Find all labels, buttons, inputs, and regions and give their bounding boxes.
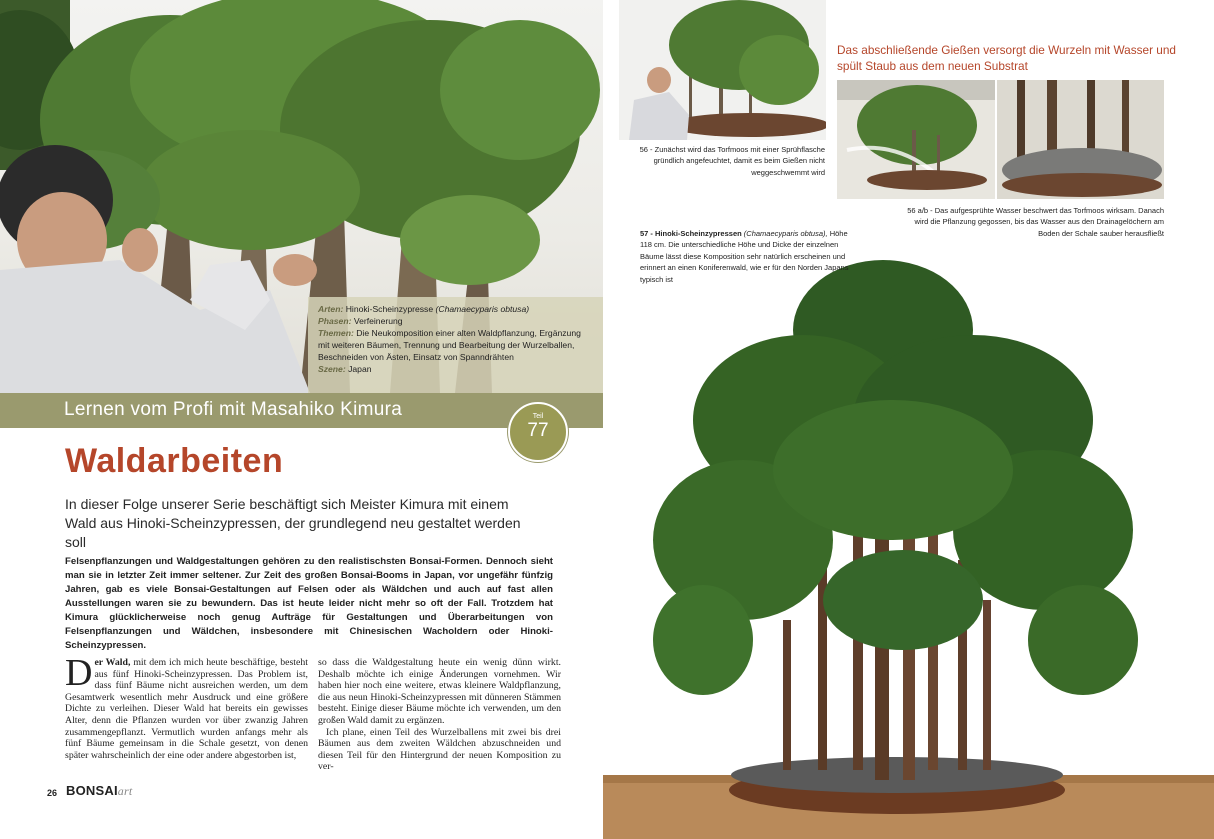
article-headline: Waldarbeiten — [65, 442, 284, 480]
teil-label: Teil — [532, 413, 544, 420]
series-title: Lernen vom Profi mit Masahiko Kimura — [64, 399, 403, 420]
arten-text: Hinoki-Scheinzypresse — [345, 304, 434, 314]
body-column-2 — [318, 657, 561, 773]
article-subhead — [65, 495, 545, 552]
arten-latin: (Chamaecyparis obtusa) — [435, 304, 530, 314]
caption-56: 56 - Zunächst wird das Torfmoos mit einer Sprühflasche gründlich angefeuchtet, damit es beim Gießen nicht weggeschwemmt wird — [639, 145, 825, 177]
themen-text: Die Neukomposition einer alten Waldpflanzung, Ergänzung mit weiteren Bäumen, Trennung und Bearbeitung der Wurzelballen, Beschneiden von Ästen, Einsatz von Spanndrähten — [318, 328, 581, 362]
caption-watering-heading: Das abschließende Gießen versorgt die Wurzeln mit Wasser und spült Staub aus dem neuen Substrat — [837, 43, 1176, 73]
caption-57-lead: 57 - Hinoki-Scheinzypressen — [640, 229, 742, 238]
phasen-text: Verfeinerung — [353, 316, 403, 326]
photo-kimura-working — [0, 0, 603, 393]
szene-text: Japan — [348, 364, 372, 374]
body-column-1 — [65, 652, 308, 761]
photo-56a-watering — [837, 80, 995, 199]
caption-57-text: Höhe 118 cm. Die unterschiedliche Höhe und Dicke der einzelnen Bäume lässt diese Komposition sehr natürlich erscheinen und erinnert an einen Koniferenwald, wie er für den Norden Japans typisch ist — [640, 229, 849, 284]
magazine-logo — [66, 783, 132, 799]
left-page — [0, 0, 603, 839]
body-col2-paragraph-2: Ich plane, einen Teil des Wurzelballens mit zwei bis drei Bäumen aus dem zweiten Wäldchen abzuschneiden und diesen Teil für den Hintergrund der neuen Komposition zu ver- — [318, 726, 561, 773]
caption-56ab: 56 a/b - Das aufgesprühte Wasser beschwert das Torfmoos wirksam. Danach wird die Pflanzung gegossen, bis das Wasser aus den Drainagelöchern am Boden der Schale sauber herausfließt — [907, 206, 1164, 238]
phasen-label: Phasen: — [318, 316, 352, 326]
logo-main: BONSAI — [66, 783, 118, 798]
themen-label: Themen: — [318, 328, 354, 338]
article-info-box — [308, 297, 603, 393]
body-col1-text: mit dem ich mich heute beschäftige, besteht aus fünf Hinoki-Scheinzypressen. Das Problem ist, dass fünf Bäume nicht ausreichen werden, um dem Gesamtwerk wesentlich mehr Ausdruck und eine größere Dichte zu verleihen. Dieser Wald hat bereits ein gewisses Alter, denn die Pflanzen wurden vor über zwanzig Jahren zusammengepflanzt. Vermutlich wurden anfangs mehr als fünf Bäume gemeinsam in die Schale gesetzt, von denen später wahrscheinlich der eine oder andere abgestorben ist, — [65, 657, 308, 761]
teil-badge — [508, 402, 568, 462]
caption-57-latin: (Chamaecyparis obtusa), — [743, 229, 828, 238]
arten-label: Arten: — [318, 304, 344, 314]
teil-number: 77 — [527, 420, 549, 441]
subhead-line-1: In dieser Folge unserer Serie beschäftigt sich Meister Kimura mit einem — [65, 496, 509, 512]
page-number: 26 — [47, 788, 58, 798]
article-lead: Felsenpflanzungen und Waldgestaltungen gehören zu den realistischsten Bonsai-Formen. Dennoch sieht man sie in letzter Zeit immer seltener. Zur Zeit des großen Bonsai-Booms in Japan, vor ungefähr fünfzig Jahren, gab es viele Bonsai-Gestaltungen auf Felsen oder als Wäldchen und auch auf fast allen Ausstellungen waren sie zu bewundern. Das ist heute leider nicht mehr so oft der Fall. Trotzdem hat Kimura glücklicherweise noch genug Aufträge für Gestaltungen und Überarbeitungen von Felsenpflanzungen und Wäldchen, insbesondere mit Chinesischen Wacholdern oder Hinoki-Scheinzypressen. — [65, 556, 553, 651]
photo-56b-draining — [997, 80, 1164, 199]
right-page — [603, 0, 1214, 839]
body-col2-paragraph-1: so dass die Waldgestaltung heute ein wenig dünn wirkt. Deshalb möchte ich einige Änderungen vornehmen. Wir haben hier noch eine weitere, etwas kleinere Waldpflanzung, die aus neun Hinoki-Scheinzypressen mit dünneren Stämmen besteht. Einige dieser Bäume möchte ich verwenden, um den großen Wald damit zu ergänzen. — [318, 657, 561, 726]
drop-cap: D — [65, 652, 93, 694]
logo-suffix: art — [117, 784, 133, 798]
szene-label: Szene: — [318, 364, 346, 374]
subhead-line-2: Wald aus Hinoki-Scheinzypressen, der grundlegend neu gestaltet werden soll — [65, 515, 521, 550]
photo-56-spraying — [619, 0, 826, 140]
caption-57 — [640, 228, 850, 285]
body-lead-in: er Wald, — [94, 657, 131, 668]
